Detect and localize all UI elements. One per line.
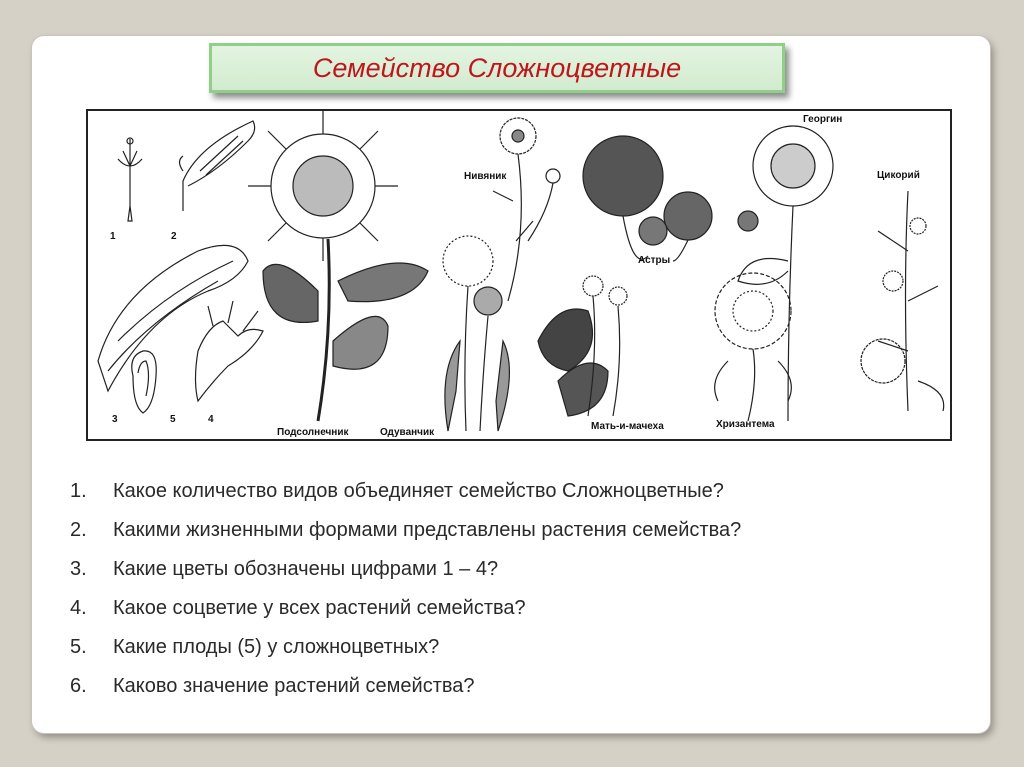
plants-drawing: [88, 111, 950, 439]
label-asters: Астры: [638, 255, 671, 266]
question-list: [70, 478, 950, 712]
label-oxeye: Нивяник: [464, 171, 507, 182]
question-number: 3.: [70, 558, 87, 580]
flower-number-3: 3: [112, 414, 118, 425]
slide-title: Семейство Сложноцветные: [312, 52, 682, 83]
question-text: Каково значение растений семейства?: [113, 675, 475, 697]
question-number: 4.: [70, 597, 87, 619]
question-text: Какими жизненными формами представлены растения семейства?: [113, 519, 742, 541]
label-dandelion: Одуванчик: [380, 427, 435, 438]
flower-number-1: 1: [110, 231, 116, 242]
question-number: 6.: [70, 675, 87, 697]
question-item: [70, 556, 950, 595]
label-chrysanthemum: Хризантема: [716, 419, 775, 430]
question-text: Какое количество видов объединяет семейство Сложноцветные?: [113, 480, 724, 502]
ligulate-flower-drawing: [180, 121, 255, 211]
dandelion-drawing: [443, 236, 509, 431]
tubular-flower-4-drawing: [196, 301, 264, 401]
question-number: 1.: [70, 480, 87, 502]
question-text: Какие плоды (5) у сложноцветных?: [113, 636, 440, 658]
question-number: 2.: [70, 519, 87, 541]
label-dahlia: Георгин: [803, 114, 843, 125]
title-banner: [209, 43, 785, 93]
coltsfoot-drawing: [538, 276, 627, 416]
oxeye-daisy-drawing: [493, 118, 560, 301]
label-coltsfoot: Мать-и-мачеха: [591, 421, 664, 432]
question-item: [70, 595, 950, 634]
chicory-drawing: [861, 191, 944, 411]
question-item: [70, 478, 950, 517]
flower-number-4: 4: [208, 414, 214, 425]
question-item: [70, 673, 950, 712]
label-sunflower: Подсолнечник: [277, 427, 349, 438]
plants-illustration: [86, 109, 952, 441]
tubular-flower-drawing: [118, 138, 142, 221]
achene-fruit-drawing: [132, 351, 156, 413]
question-item: [70, 517, 950, 556]
flower-number-5: 5: [170, 414, 176, 425]
asters-drawing: [583, 136, 712, 261]
question-number: 5.: [70, 636, 87, 658]
question-item: [70, 634, 950, 673]
flower-number-2: 2: [171, 231, 177, 242]
sunflower-drawing: [248, 111, 428, 421]
chrysanthemum-drawing: [715, 273, 792, 421]
question-text: Какие цветы обозначены цифрами 1 – 4?: [113, 558, 499, 580]
label-chicory: Цикорий: [877, 170, 920, 181]
question-text: Какое соцветие у всех растений семейства?: [113, 597, 526, 619]
